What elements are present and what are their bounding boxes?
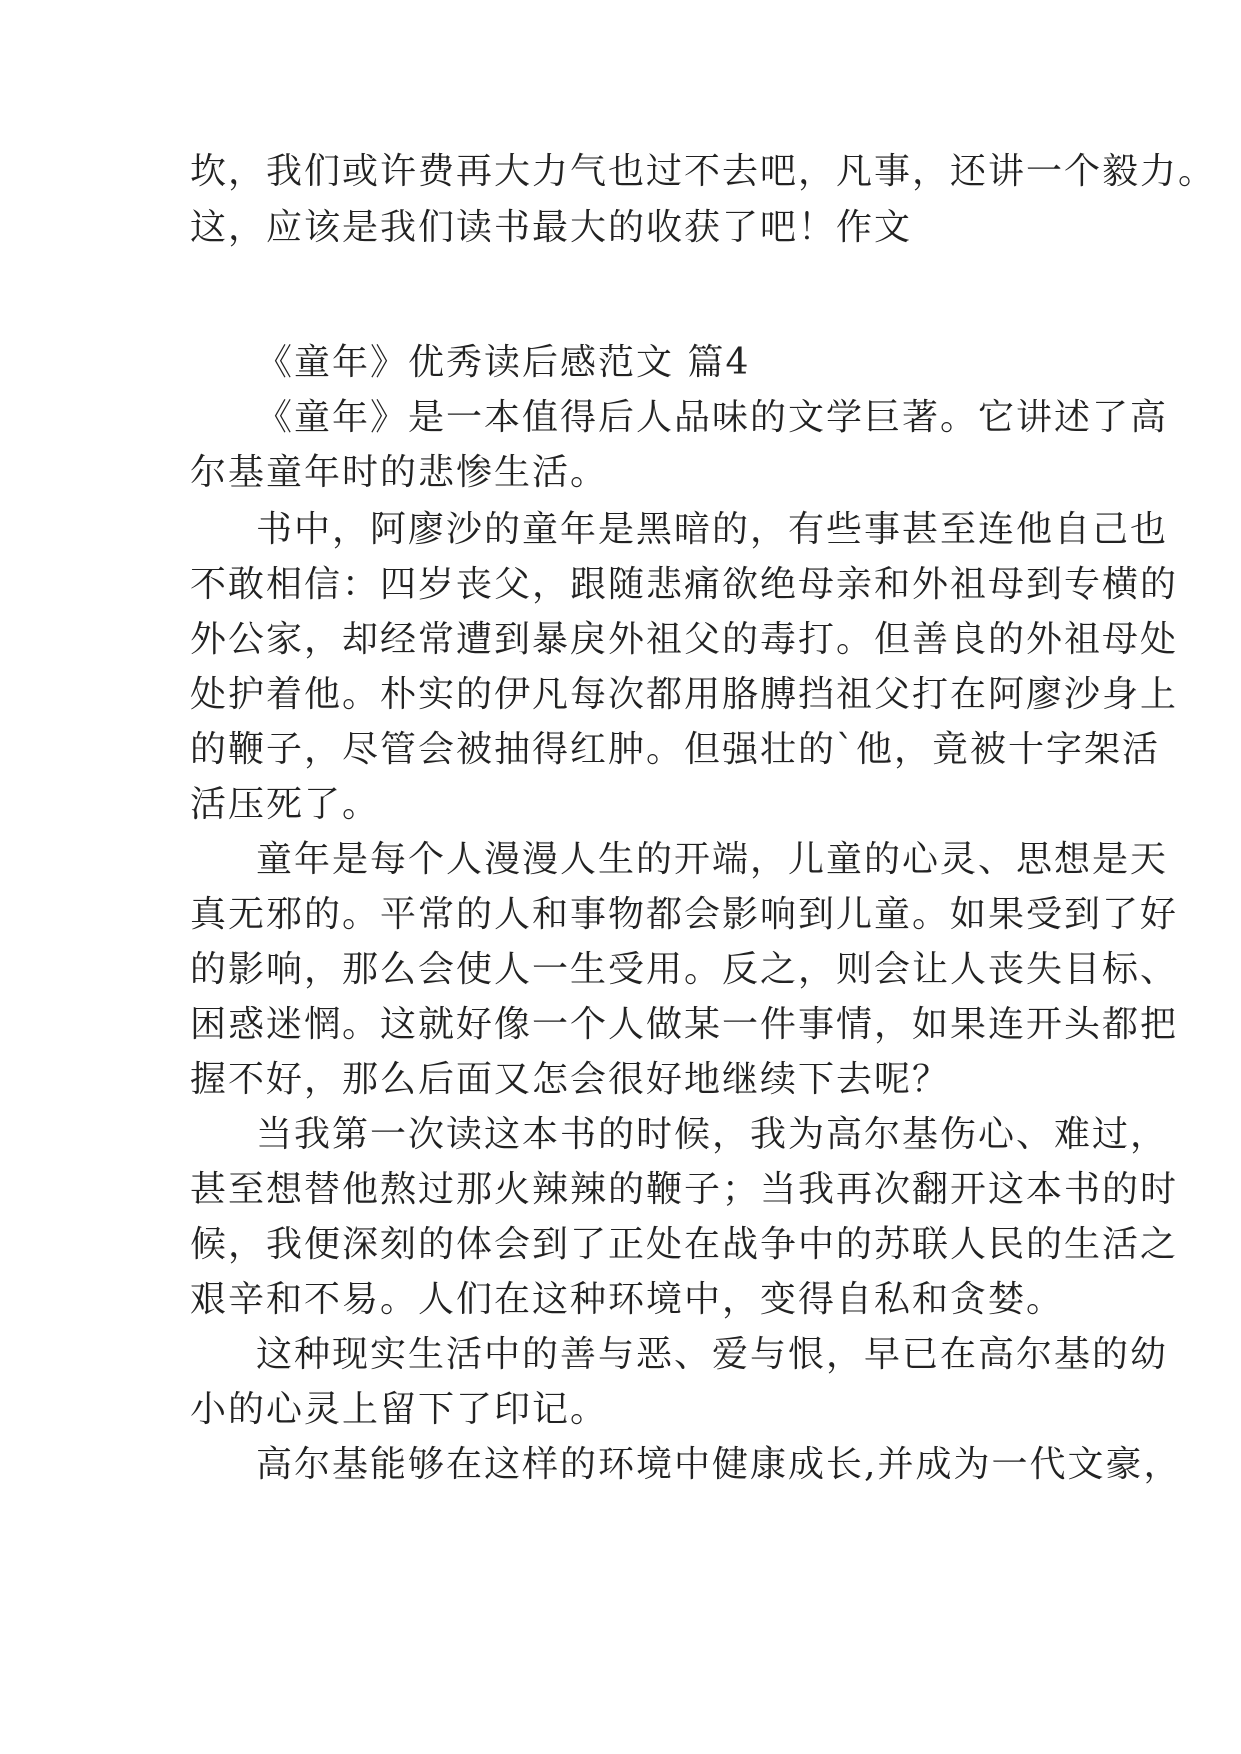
text-line: 不敢相信：四岁丧父，跟随悲痛欲绝母亲和外祖母到专横的	[190, 564, 1179, 605]
text-line: 尔基童年时的悲惨生活。	[190, 452, 609, 493]
text-line: 艰辛和不易。人们在这种环境中，变得自私和贪婪。	[190, 1279, 1065, 1320]
text-line: 高尔基能够在这样的环境中健康成长,并成为一代文豪，	[256, 1444, 1182, 1485]
section-heading: 《童年》优秀读后感范文 篇4	[256, 342, 751, 383]
text-line: 处护着他。朴实的伊凡每次都用胳膊挡祖父打在阿廖沙身上	[190, 674, 1179, 715]
text-line: 的影响，那么会使人一生受用。反之，则会让人丧失目标、	[190, 949, 1179, 990]
text-line: 外公家，却经常遭到暴戾外祖父的毒打。但善良的外祖母处	[190, 619, 1179, 660]
text-line: 书中，阿廖沙的童年是黑暗的，有些事甚至连他自己也	[256, 509, 1169, 550]
text-line: 困惑迷惘。这就好像一个人做某一件事情，如果连开头都把	[190, 1004, 1179, 1045]
text-line: 握不好，那么后面又怎会很好地继续下去呢？	[190, 1059, 951, 1100]
text-line: 候，我便深刻的体会到了正处在战争中的苏联人民的生活之	[190, 1224, 1179, 1265]
text-line: 当我第一次读这本书的时候，我为高尔基伤心、难过，	[256, 1114, 1169, 1155]
text-line: 这种现实生活中的善与恶、爱与恨，早已在高尔基的幼	[256, 1334, 1169, 1375]
text-line: 活压死了。	[190, 784, 381, 825]
text-line: 甚至想替他熬过那火辣辣的鞭子；当我再次翻开这本书的时	[190, 1169, 1179, 1210]
text-line: 的鞭子，尽管会被抽得红肿。但强壮的`他，竟被十字架活	[190, 729, 1161, 770]
text-line: 这，应该是我们读书最大的收获了吧！作文	[190, 207, 913, 248]
text-line: 坎，我们或许费再大力气也过不去吧，凡事，还讲一个毅力。	[190, 151, 1217, 192]
text-line: 小的心灵上留下了印记。	[190, 1389, 609, 1430]
text-line: 真无邪的。平常的人和事物都会影响到儿童。如果受到了好	[190, 894, 1179, 935]
text-line: 童年是每个人漫漫人生的开端，儿童的心灵、思想是天	[256, 839, 1169, 880]
text-line: 《童年》是一本值得后人品味的文学巨著。它讲述了高	[256, 397, 1169, 438]
